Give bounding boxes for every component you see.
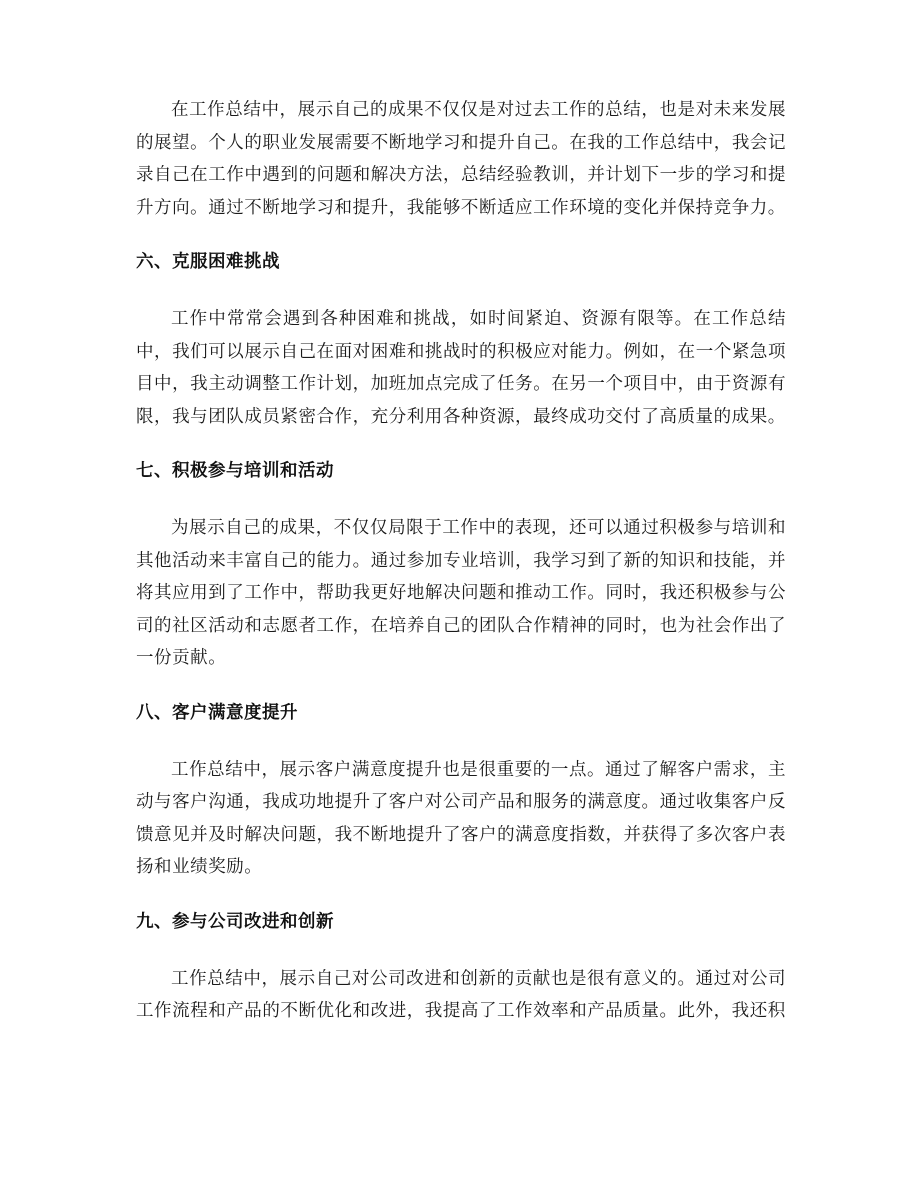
spacer [136, 675, 786, 697]
section-heading-9: 九、参与公司改进和创新 [136, 911, 334, 932]
paragraph-career-growth: 在工作总结中，展示自己的成果不仅仅是对过去工作的总结，也是对未来发展的展望。个人的职业发展需要不断地学习和提升自己。在我的工作总结中，我会记录自己在工作中遇到的问题和解决方法，总结经验教训，并计划下一步的学习和提升方向。通过不断地学习和提升，我能够不断适应工作环境的变化并保持竞争力。 [136, 100, 786, 218]
spacer [136, 938, 786, 963]
spacer [136, 487, 786, 512]
spacer [136, 224, 786, 246]
paragraph-training-activities: 为展示自己的成果，不仅仅局限于工作中的表现，还可以通过积极参与培训和其他活动来丰富自己的能力。通过参加专业培训，我学习到了新的知识和技能，并将其应用到了工作中，帮助我更好地解决问题和推动工作。同时，我还积极参与公司的社区活动和志愿者工作，在培养自己的团队合作精神的同时，也为社会作出了一份贡献。 [136, 518, 786, 668]
paragraph-overcome-challenges: 工作中常常会遇到各种困难和挑战，如时间紧迫、资源有限等。在工作总结中，我们可以展示自己在面对困难和挑战时的积极应对能力。例如，在一个紧急项目中，我主动调整工作计划，加班加点完成了任务。在另一个项目中，由于资源有限，我与团队成员紧密合作，充分利用各种资源，最终成功交付了高质量的成果。 [136, 309, 786, 427]
paragraph-improvement-innovation: 工作总结中，展示自己对公司改进和创新的贡献也是很有意义的。通过对公司工作流程和产品的不断优化和改进，我提高了工作效率和产品质量。此外，我还积 [136, 968, 786, 1021]
section-heading-8: 八、客户满意度提升 [136, 702, 298, 723]
spacer [136, 729, 786, 754]
document-page [136, 94, 786, 1028]
section-heading-7: 七、积极参与培训和活动 [136, 461, 334, 481]
section-heading-6: 六、克服困难挑战 [136, 252, 280, 272]
paragraph-customer-satisfaction: 工作总结中，展示客户满意度提升也是很重要的一点。通过了解客户需求，主动与客户沟通，我成功地提升了客户对公司产品和服务的满意度。通过收集客户反馈意见并及时解决问题，我不断地提升了客户的满意度指数，并获得了多次客户表扬和业绩奖励。 [136, 759, 786, 877]
spacer [136, 278, 786, 303]
spacer [136, 884, 786, 906]
spacer [136, 433, 786, 455]
